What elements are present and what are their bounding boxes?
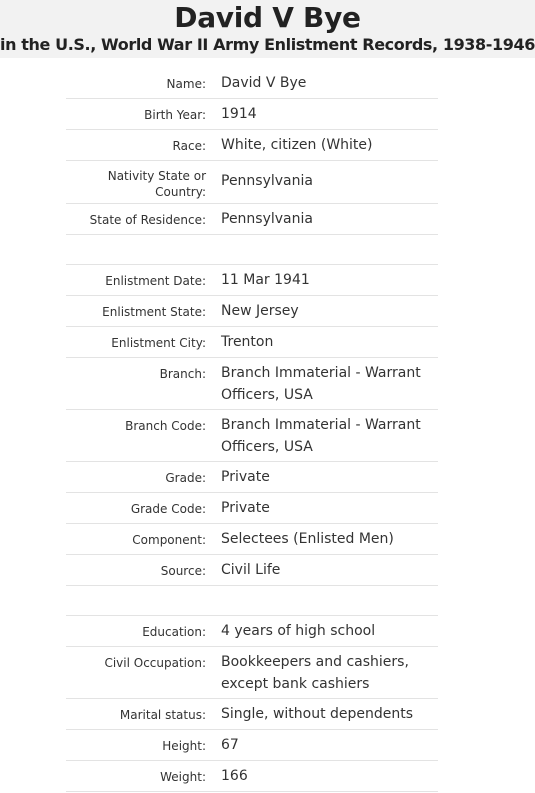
field-label: Weight: (160, 770, 206, 784)
field-label: Branch: (159, 367, 206, 381)
field-row-birth-year (66, 99, 438, 130)
field-label: Education: (142, 625, 206, 639)
field-label: Component: (132, 533, 206, 547)
field-value: Bookkeepers and cashiers, except bank cashiers (221, 654, 409, 692)
field-value: Pennsylvania (221, 173, 313, 189)
field-row-weight (66, 761, 438, 792)
field-label: Grade Code: (130, 502, 206, 516)
field-label: Name: (166, 77, 206, 91)
field-label: Enlistment Date: (105, 274, 206, 288)
field-value: Branch Immaterial - Warrant Officers, USA (221, 417, 421, 455)
field-row-component (66, 524, 438, 555)
field-value: 1914 (221, 106, 257, 122)
field-value: Pennsylvania (221, 211, 313, 227)
field-row-education (66, 616, 438, 647)
field-label: Race: (172, 139, 206, 153)
field-label: Marital status: (119, 708, 206, 722)
field-row-nativity (66, 161, 438, 204)
field-row-marital-status (66, 699, 438, 730)
field-value: White, citizen (White) (221, 137, 373, 153)
field-label: State of Residence: (89, 213, 206, 227)
field-value: 67 (221, 737, 239, 753)
field-row-enlistment-state (66, 296, 438, 327)
field-label: Civil Occupation: (104, 656, 206, 670)
field-value: New Jersey (221, 303, 299, 319)
record-fields-table (66, 68, 438, 792)
field-value: Selectees (Enlisted Men) (221, 531, 394, 547)
field-label: Branch Code: (125, 419, 206, 433)
field-value: Trenton (221, 334, 274, 350)
field-value: 4 years of high school (221, 623, 376, 639)
section-divider (66, 586, 438, 616)
field-row-source (66, 555, 438, 586)
field-value: Civil Life (221, 562, 281, 578)
field-label: Grade: (165, 471, 206, 485)
record-header (0, 0, 535, 58)
field-label: Enlistment City: (111, 336, 206, 350)
field-value: Single, without dependents (221, 706, 414, 722)
field-row-height (66, 730, 438, 761)
field-row-grade-code (66, 493, 438, 524)
field-value: David V Bye (221, 75, 307, 91)
field-label: Source: (160, 564, 206, 578)
field-value: Branch Immaterial - Warrant Officers, USA (221, 365, 421, 403)
field-label: Height: (162, 739, 206, 753)
field-row-grade (66, 462, 438, 493)
field-row-enlistment-city (66, 327, 438, 358)
field-value: Private (221, 500, 270, 516)
field-row-enlistment-date (66, 265, 438, 296)
field-row-branch-code (66, 410, 438, 462)
field-label: Enlistment State: (102, 305, 206, 319)
field-row-civil-occupation (66, 647, 438, 699)
person-name-title: David V Bye (174, 1, 361, 34)
field-label: Birth Year: (144, 108, 206, 122)
field-value: 11 Mar 1941 (221, 272, 310, 288)
field-row-residence (66, 204, 438, 235)
field-label: Nativity State or Country: (107, 169, 206, 199)
collection-subtitle: in the U.S., World War II Army Enlistment Records, 1938-1946 (0, 35, 535, 54)
field-row-name (66, 68, 438, 99)
field-row-race (66, 130, 438, 161)
field-value: Private (221, 469, 270, 485)
section-divider (66, 235, 438, 265)
field-row-branch (66, 358, 438, 410)
field-value: 166 (221, 768, 248, 784)
